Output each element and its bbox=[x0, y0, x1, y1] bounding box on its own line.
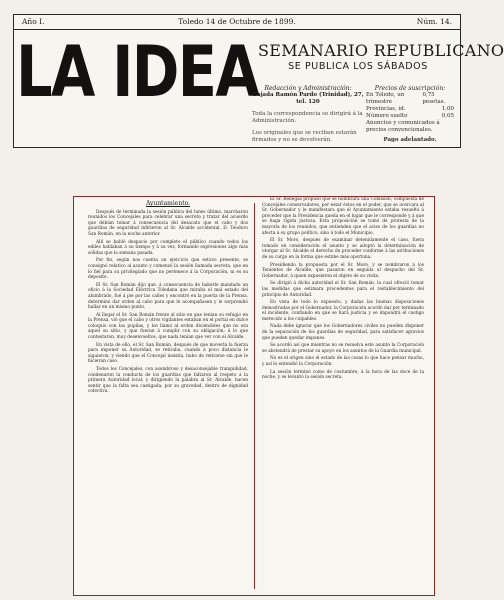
article-paragraph: La sesión terminó como de costumbre, á la hora de las doce de la noche, y se levantó la sesión secreta. bbox=[262, 369, 424, 381]
administration-heading: Redacción y Administración: bbox=[264, 85, 352, 92]
article-paragraph: El Sr. Benegas propuso que se nombrara una Comisión, compuesta de Concejales conservadores, por estar éstos en el poder, que se acercara al Sr. Gobernador y le manifestara que el Ayuntamiento estaba resuelto á proceder que la Presidencia queda en el lugar que le corresponde y á que se haga rígida justicia. Esta proposición se tomó de protesta de la mayoría de los reunidos, que entienden que el aviso de los guardias no afecta á su grupo político, sino á todo el Municipio. bbox=[262, 197, 424, 236]
subscription-heading: Precios de suscripción: bbox=[374, 85, 446, 92]
issue-number: Núm. 14. bbox=[416, 17, 452, 26]
article-paragraph: Después de terminada la sesión pública del lunes último, marcharon reunidos los Concejales para celebrar una secreta y tratar del acuerdo que debían tomar á consecuencia del desacato que el cabo y dos guardias de seguridad infirieron al Sr. Alcalde accidental, D. Teodoro San Román, en la noche anterior. bbox=[88, 209, 248, 237]
article-paragraph: El Sr. San Román dijo que, á consecuencia de haberle mandado un oficio á la Sociedad Eléctrica Toledana que miraba el mal estado del alumbrado, fué á pie por las calles y encontró en la puerta de la Prensa, determinó dar orden al cabo para que le acompañasen y le sorprendió hallar en un mismo punto. bbox=[88, 282, 248, 311]
payment-note: Pago adelantado. bbox=[383, 137, 437, 143]
newspaper-subtitle: SEMANARIO REPUBLICANO bbox=[258, 41, 504, 60]
subscription-box bbox=[366, 85, 454, 144]
article-paragraph: Por fin, según nos cuenta un ejercicio que estuvo presente, se consignó relatico al asunto y comenzó la sesión llamada secreta, que en lo fiel para su privilegiado que no pertenece á la Corporación, ni es su deposito. bbox=[88, 258, 248, 281]
article-paragraph: Al llegar el Sr. San Román frente al sitio en que tenían su refugio en la Prensa, vió que el cabo y otros vigilantes estaban en el portal en dulce coloquio con las pupilas, y los llamó al orden diciéndoles que no era aquel su sitio, y que fueran á cumplir con su obligación; á lo que contestaron, muy desenvueltos, que nada tenían que ver con el Alcalde. bbox=[88, 312, 248, 341]
administration-box bbox=[252, 85, 364, 144]
article-paragraph: El Sr. Moro, después de examinar detenidamente el caso, fuera tomado en consideración el asunto y se adoptó la determinación de otorgar al Sr. Alcalde el derecho de proceder conforme á las atribuciones de su cargo en la forma que estime más oportuna. bbox=[262, 238, 424, 260]
price-value: 0,05 bbox=[441, 113, 454, 119]
article-paragraph: Todos los Concejales, con asombroso y desaconsejable tranquilidad, condenaron la conducta de los guardias que faltaron al respeto á la primera Autoridad local; y dirigiendo la palabra al Sr. Alcalde, hacen sentir que la falta sea castigada, por su gravedad, dentro de dignidad colectiva. bbox=[88, 367, 248, 395]
newspaper-tagline: SE PUBLICA LOS SÁBADOS bbox=[288, 61, 428, 72]
article-paragraph: Se dirigió á dicha autoridad el Sr. San Román, la cual ofreció tomar las medidas que estimara procedentes para el restablecimiento del principio de Autoridad. bbox=[262, 281, 424, 298]
advertising-note: Anuncios y comunicados á precios convencionales. bbox=[366, 120, 440, 133]
administration-address: Bajada Ramón Pardo (Trinidad), 27, tel. 120 bbox=[252, 92, 364, 105]
price-value: 0,75 pesetas. bbox=[422, 92, 446, 105]
price-label: Provincias, id. bbox=[366, 106, 406, 112]
masthead-info bbox=[14, 79, 460, 147]
price-label: En Toledo, un trimestre bbox=[366, 92, 405, 105]
article-paragraph: Allí se habló despacio por completo el público cuando todos los ediles hablaban á su tiempo y á su vez, formando expresiones algo más sólidas que la semana pasada. bbox=[88, 239, 248, 256]
article-column-right bbox=[262, 197, 424, 593]
price-row bbox=[366, 113, 454, 120]
issue-date: Toledo 14 de Octubre de 1899. bbox=[178, 17, 296, 26]
issue-year: Año I. bbox=[22, 17, 45, 26]
price-row bbox=[366, 106, 454, 113]
masthead bbox=[13, 14, 504, 148]
price-label: Número suelto bbox=[366, 113, 408, 119]
article-paragraph: En vista de ello, el Sr. San Román, después de que moverla la fuerza para imponer su Autoridad, se retiraba, cuando á poco distancia le siguieron, y viendo que el Concejal insistía, hubo de retirarse sin que le hicieran caso. bbox=[88, 342, 248, 365]
article-paragraph: Presidiendo la propuesta por el Sr. Moro, y se nombraron á los Tenientes de Alcalde, que pasaron en seguida al despacho del Sr. Gobernador, á quien expusieron el objeto de su visita. bbox=[262, 262, 424, 279]
article-heading: Ayuntamiento. bbox=[145, 200, 191, 207]
price-value: 1,00 bbox=[441, 106, 454, 112]
dateline-bar bbox=[14, 15, 460, 30]
article-paragraph: Se acordó así que mientras no se resuelva este asunto la Corporación se abstendrá de prestar su apoyo en los asuntos de la Guardia municipal. bbox=[262, 343, 424, 354]
administration-note-2: Los originales que se reciban estarán firmados y no se devolverán. bbox=[252, 130, 357, 143]
article-frame bbox=[73, 196, 435, 596]
price-row bbox=[366, 92, 454, 106]
article-column-left bbox=[88, 197, 248, 593]
article-paragraph: Nada debe ignorar que los Gobernadores civiles no pueden disponer de la separación de los guardias de seguridad, para satisfacer agravios que pueden quedar impunes. bbox=[262, 324, 424, 341]
newspaper-title: LA IDEA bbox=[16, 31, 259, 113]
article-paragraph: En vista de todo lo expuesto, y dadas las buenas disposiciones demostradas por el Gobernador, la Corporación acordó dar por terminado el incidente, confiando en que se hará justicia y se impondrá el castigo merecido a los culpables. bbox=[262, 300, 424, 322]
article-paragraph: No es el origen sino el estado de las cosas lo que hace pensar mucho, y así lo entendió la Corporación. bbox=[262, 356, 424, 368]
administration-note-1: Toda la correspondencia se dirigirá á la Administración. bbox=[252, 111, 363, 124]
column-divider bbox=[254, 203, 255, 589]
